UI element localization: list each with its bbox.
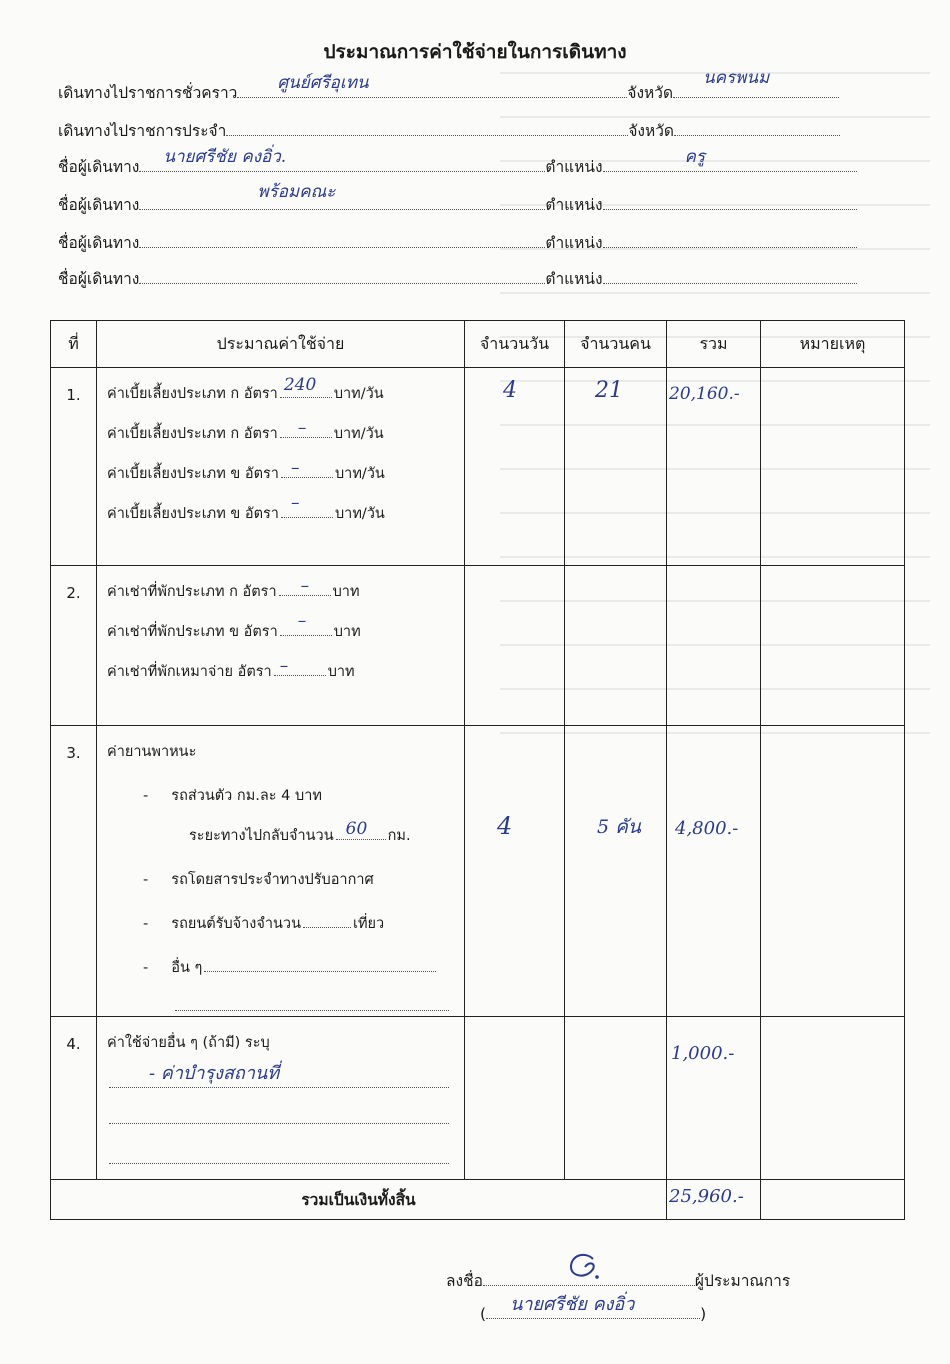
days-cell <box>465 368 565 566</box>
transport-title: ค่ายานพาหนะ <box>107 744 197 760</box>
bus-label: รถโดยสารประจำทางปรับอากาศ <box>171 872 374 888</box>
days-value: 4 <box>503 378 517 403</box>
allowance-label: ค่าเบี้ยเลี้ยงประเภท ก อัตรา <box>107 386 278 402</box>
days-value: 4 <box>497 812 513 840</box>
position-label-3: ตำแหน่ง <box>545 234 603 252</box>
transport-other-line-2 <box>107 996 464 1016</box>
province-label: จังหวัด <box>627 84 674 102</box>
row-number: 1. <box>51 368 97 566</box>
transport-distance <box>107 819 464 868</box>
lodging-items <box>97 566 465 726</box>
other-expense-value: - ค่าบำรุงสถานที่ <box>149 1063 280 1084</box>
car-label: รถส่วนตัว กม.ละ 4 บาท <box>171 788 322 804</box>
col-header-no: ที่ <box>51 321 97 368</box>
remark-cell <box>761 1017 905 1180</box>
hire-label: รถยนต์รับจ้างจำนวน <box>171 916 301 932</box>
allowance-line-2 <box>107 418 464 462</box>
sign-label: ลงชื่อ <box>446 1272 483 1290</box>
traveler-line-4 <box>58 266 857 288</box>
rate-value: – <box>279 656 289 676</box>
traveler-label-1: ชื่อผู้เดินทาง <box>58 158 140 176</box>
people-cell <box>565 368 667 566</box>
rate-value: – <box>290 458 300 478</box>
hire-field <box>303 913 351 928</box>
rate-field <box>281 458 333 478</box>
unit-label: บาท/วัน <box>333 386 384 402</box>
regular-trip-field <box>226 119 628 136</box>
province-field <box>673 68 839 98</box>
rate-value: – <box>297 611 307 631</box>
transport-other: - อื่น ๆ <box>107 956 464 996</box>
total-cell <box>667 368 761 566</box>
other-expense-line-1 <box>107 1063 464 1109</box>
grand-total-value: 25,960.- <box>669 1186 744 1207</box>
expense-table <box>50 320 905 1220</box>
position-field-4 <box>603 267 857 284</box>
other-label: อื่น ๆ <box>171 960 203 976</box>
distance-unit: กม. <box>387 828 411 844</box>
rate-field <box>280 375 332 398</box>
distance-field <box>336 819 386 840</box>
signer-name-line: ( นายศรีชัย คงอิ่ว ) <box>480 1302 706 1323</box>
total-cell <box>667 1017 761 1180</box>
traveler-value-2: พร้อมคณะ <box>257 182 336 202</box>
regular-trip-label: เดินทางไปราชการประจำ <box>58 122 227 140</box>
total-cell <box>667 726 761 1017</box>
remark-cell <box>761 566 905 726</box>
row-number: 3. <box>51 726 97 1017</box>
transport-car: - รถส่วนตัว กม.ละ 4 บาท <box>143 788 322 804</box>
temp-trip-line <box>58 68 839 102</box>
rate-field <box>274 656 326 676</box>
traveler-line-2 <box>58 182 857 214</box>
allowance-label: ค่าเบี้ยเลี้ยงประเภท ข อัตรา <box>107 506 279 522</box>
regular-province-label: จังหวัด <box>628 122 674 140</box>
regular-trip-line <box>58 118 840 140</box>
total-value: 1,000.- <box>671 1043 735 1064</box>
regular-province-field <box>674 119 840 136</box>
allowance-items <box>97 368 465 566</box>
position-label-2: ตำแหน่ง <box>545 196 603 214</box>
rate-field <box>279 576 331 596</box>
transport-hire: - รถยนต์รับจ้างจำนวน เที่ยว <box>107 912 464 956</box>
people-value: 21 <box>595 378 623 403</box>
position-field-1 <box>603 147 857 172</box>
position-field-3 <box>603 231 857 248</box>
col-header-people: จำนวนคน <box>565 321 667 368</box>
other-expense-field-2 <box>109 1109 449 1124</box>
other-expense-line-3 <box>107 1149 464 1179</box>
traveler-field-4 <box>139 267 545 284</box>
allowance-label: ค่าเบี้ยเลี้ยงประเภท ข อัตรา <box>107 466 279 482</box>
allowance-line-1 <box>107 375 464 422</box>
rate-value: 240 <box>283 375 317 395</box>
allowance-line-4 <box>107 493 464 542</box>
people-cell <box>565 566 667 726</box>
other-expense-items <box>97 1017 465 1180</box>
people-cell <box>565 726 667 1017</box>
remark-cell <box>761 368 905 566</box>
remark-cell <box>761 726 905 1017</box>
unit-label: บาท/วัน <box>333 426 384 442</box>
estimator-role: ผู้ประมาณการ <box>694 1272 791 1290</box>
rate-value: – <box>300 576 310 596</box>
col-header-total: รวม <box>667 321 761 368</box>
traveler-field-2 <box>139 182 545 210</box>
rate-value: – <box>297 418 307 438</box>
other-field-2 <box>175 996 449 1011</box>
people-value: 5 คัน <box>597 816 641 838</box>
lodging-line-2 <box>107 611 464 660</box>
position-label-4: ตำแหน่ง <box>545 270 603 288</box>
row-number: 2. <box>51 566 97 726</box>
position-value-1: ครู <box>684 147 706 167</box>
lodging-label: ค่าเช่าที่พักประเภท ข อัตรา <box>107 624 278 640</box>
other-expense-field-3 <box>109 1149 449 1164</box>
other-expense-title: ค่าใช้จ่ายอื่น ๆ (ถ้ามี) ระบุ <box>107 1035 270 1051</box>
position-field-2 <box>603 193 857 210</box>
province-value: นครพนม <box>703 68 770 88</box>
col-header-estimate: ประมาณค่าใช้จ่าย <box>97 321 465 368</box>
row-number: 4. <box>51 1017 97 1180</box>
total-value: 20,160.- <box>669 384 740 404</box>
rate-field <box>281 493 333 518</box>
other-expense-field-1 <box>109 1063 449 1088</box>
unit-label: บาท <box>332 584 360 600</box>
signature-mark <box>563 1249 603 1283</box>
unit-label: บาท <box>333 624 361 640</box>
table-row-grand-total <box>51 1180 905 1220</box>
transport-items <box>97 726 465 1017</box>
rate-field <box>280 611 332 636</box>
other-field <box>204 957 436 972</box>
lodging-label: ค่าเช่าที่พักเหมาจ่าย อัตรา <box>107 664 272 680</box>
temp-trip-field <box>237 73 627 98</box>
traveler-field-3 <box>139 231 545 248</box>
allowance-line-3 <box>107 458 464 502</box>
table-row-lodging <box>51 566 905 726</box>
traveler-line-3 <box>58 230 857 252</box>
rate-value: – <box>290 493 300 513</box>
allowance-label: ค่าเบี้ยเลี้ยงประเภท ก อัตรา <box>107 426 278 442</box>
temp-trip-value: ศูนย์ศรีอุเทน <box>277 73 369 93</box>
total-value: 4,800.- <box>675 818 739 839</box>
traveler-label-2: ชื่อผู้เดินทาง <box>58 196 140 214</box>
document-title: ประมาณการค่าใช้จ่ายในการเดินทาง <box>323 41 627 63</box>
table-row-other-expense <box>51 1017 905 1180</box>
col-header-days: จำนวนวัน <box>465 321 565 368</box>
people-cell <box>565 1017 667 1180</box>
unit-label: บาท/วัน <box>334 466 385 482</box>
distance-label: ระยะทางไปกลับจำนวน <box>189 828 334 844</box>
distance-value: 60 <box>345 819 368 839</box>
unit-label: บาท/วัน <box>334 506 385 522</box>
table-header-row <box>51 321 905 368</box>
signature-field <box>483 1269 695 1286</box>
traveler-label-4: ชื่อผู้เดินทาง <box>58 270 140 288</box>
traveler-field-1 <box>139 147 545 172</box>
lodging-label: ค่าเช่าที่พักประเภท ก อัตรา <box>107 584 277 600</box>
table-row-allowance <box>51 368 905 566</box>
table-row-transport <box>51 726 905 1017</box>
other-expense-line-2 <box>107 1109 464 1149</box>
col-header-remark: หมายเหตุ <box>761 321 905 368</box>
grand-total-remark-cell <box>761 1180 905 1220</box>
grand-total-label: รวมเป็นเงินทั้งสิ้น <box>51 1180 667 1220</box>
days-cell <box>465 566 565 726</box>
temp-trip-label: เดินทางไปราชการชั่วคราว <box>58 84 238 102</box>
total-cell <box>667 566 761 726</box>
traveler-label-3: ชื่อผู้เดินทาง <box>58 234 140 252</box>
traveler-line-1 <box>58 147 857 176</box>
unit-label: บาท <box>327 664 355 680</box>
lodging-line-1 <box>107 576 464 620</box>
traveler-value-1: นายศรีชัย คงอิ่ว. <box>163 147 287 167</box>
transport-bus: - รถโดยสารประจำทางปรับอากาศ <box>143 872 374 888</box>
signer-name-field <box>486 1294 700 1319</box>
signer-name: นายศรีชัย คงอิ่ว <box>510 1294 635 1315</box>
position-label-1: ตำแหน่ง <box>545 158 603 176</box>
hire-unit: เที่ยว <box>353 916 385 932</box>
days-cell <box>465 1017 565 1180</box>
days-cell <box>465 726 565 1017</box>
grand-total-cell <box>667 1180 761 1220</box>
rate-field <box>280 418 332 438</box>
lodging-line-3 <box>107 656 464 700</box>
